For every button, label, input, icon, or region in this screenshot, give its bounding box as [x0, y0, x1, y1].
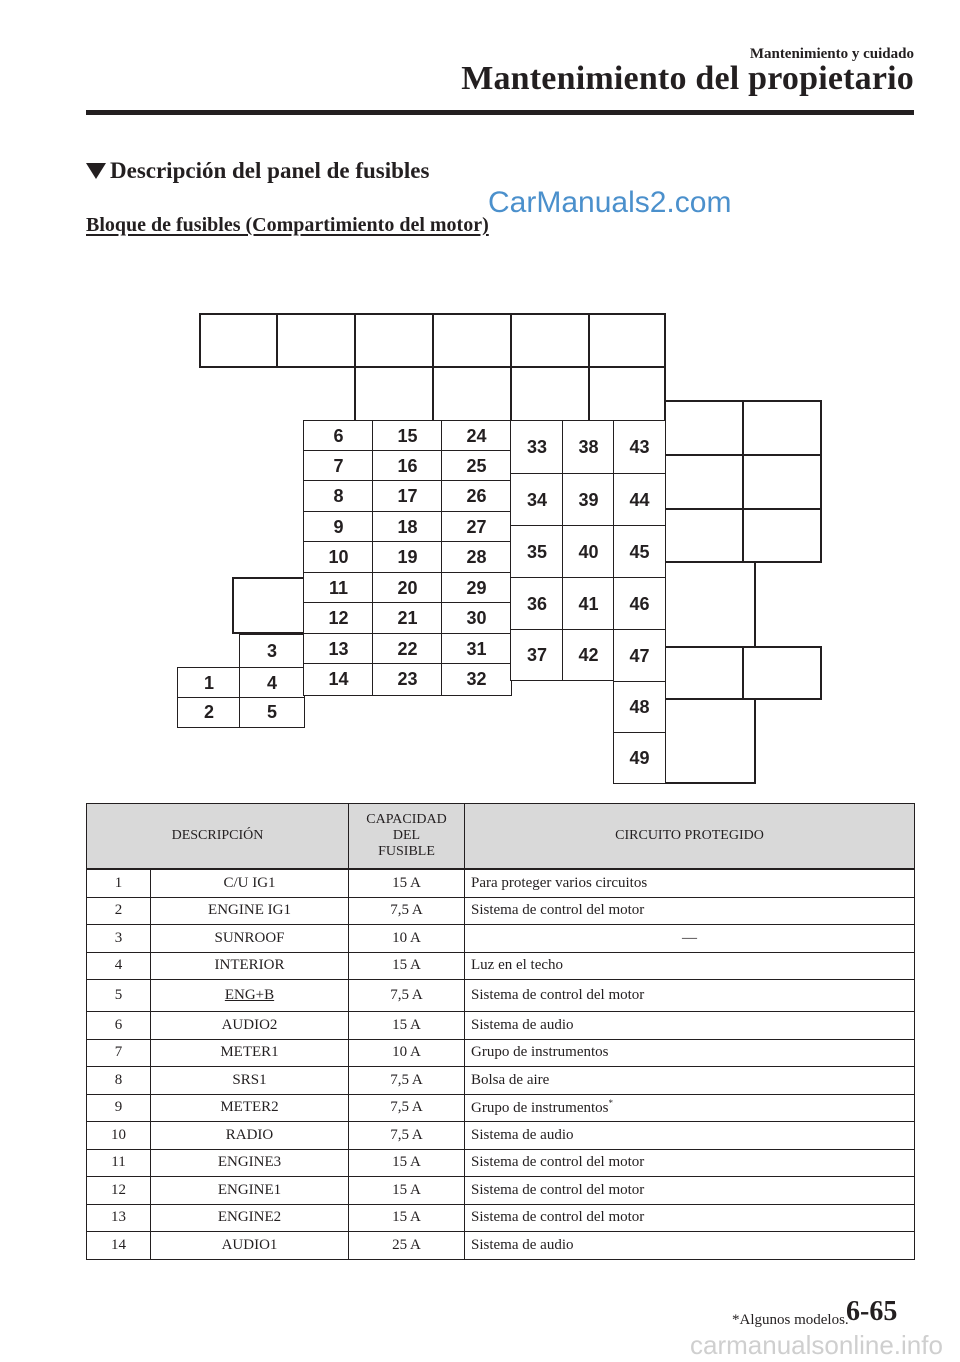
- header-description: DESCRIPCIÓN: [87, 804, 349, 870]
- fuse-capacity: 25 A: [349, 1232, 465, 1260]
- fuse-22: 22: [372, 633, 443, 665]
- fuse-description: ENGINE3: [151, 1149, 349, 1177]
- fuse-17: 17: [372, 480, 443, 513]
- fuse-description: SUNROOF: [151, 925, 349, 953]
- relay-box: [664, 646, 744, 700]
- fuse-42: 42: [562, 629, 615, 681]
- fuse-capacity: 15 A: [349, 1149, 465, 1177]
- fuse-table: [86, 803, 915, 1260]
- fuse-14: 14: [303, 663, 374, 696]
- subtitle: Bloque de fusibles (Compartimiento del motor): [86, 214, 489, 236]
- table-row: [87, 925, 915, 953]
- fuse-capacity: 15 A: [349, 869, 465, 897]
- fuse-description: C/U IG1: [151, 869, 349, 897]
- protected-circuit: Grupo de instrumentos*: [465, 1094, 915, 1122]
- protected-circuit: Sistema de control del motor: [465, 1204, 915, 1232]
- section-title-text: Descripción del panel de fusibles: [110, 158, 430, 183]
- fuse-number: 8: [87, 1067, 151, 1095]
- fuse-number: 7: [87, 1039, 151, 1067]
- protected-circuit: Sistema de audio: [465, 1122, 915, 1150]
- table-row: [87, 980, 915, 1012]
- fuse-number: 1: [87, 869, 151, 897]
- fuse-25: 25: [441, 450, 512, 482]
- fuse-description: ENG+B: [151, 980, 349, 1012]
- header-title: Mantenimiento del propietario: [461, 60, 914, 97]
- fuse-47: 47: [613, 629, 666, 683]
- fuse-10: 10: [303, 541, 374, 574]
- fuse-number: 10: [87, 1122, 151, 1150]
- fuse-11: 11: [303, 572, 374, 604]
- header-circuit: CIRCUITO PROTEGIDO: [465, 804, 915, 870]
- fuse-capacity: 10 A: [349, 925, 465, 953]
- fuse-43: 43: [613, 420, 666, 475]
- protected-circuit: Sistema de audio: [465, 1232, 915, 1260]
- table-row: [87, 1012, 915, 1040]
- fuse-capacity: 7,5 A: [349, 897, 465, 925]
- table-header-row: [87, 804, 915, 870]
- table-row: [87, 1094, 915, 1122]
- relay-box: [588, 366, 666, 422]
- fuse-description: ENGINE IG1: [151, 897, 349, 925]
- fuse-29: 29: [441, 572, 512, 604]
- fuse-description: AUDIO1: [151, 1232, 349, 1260]
- table-row: [87, 1232, 915, 1260]
- fuse-39: 39: [562, 473, 615, 527]
- fuse-description: RADIO: [151, 1122, 349, 1150]
- relay-box: [354, 366, 434, 422]
- fuse-number: 2: [87, 897, 151, 925]
- protected-circuit: Sistema de audio: [465, 1012, 915, 1040]
- fuse-description: ENGINE1: [151, 1177, 349, 1205]
- fuse-3: 3: [239, 634, 305, 669]
- fuse-8: 8: [303, 480, 374, 513]
- relay-box: [664, 454, 744, 510]
- fuse-number: 9: [87, 1094, 151, 1122]
- relay-box: [664, 561, 756, 648]
- fuse-24: 24: [441, 420, 512, 452]
- fuse-13: 13: [303, 633, 374, 665]
- relay-box: [510, 366, 590, 422]
- relay-box: [232, 577, 305, 634]
- fuse-number: 5: [87, 980, 151, 1012]
- fuse-capacity: 15 A: [349, 1012, 465, 1040]
- fuse-description: INTERIOR: [151, 952, 349, 980]
- protected-circuit: Sistema de control del motor: [465, 1177, 915, 1205]
- fuse-32: 32: [441, 663, 512, 696]
- fuse-19: 19: [372, 541, 443, 574]
- fuse-35: 35: [510, 525, 564, 579]
- footnote: *Algunos modelos.: [732, 1312, 849, 1328]
- fuse-number: 11: [87, 1149, 151, 1177]
- fuse-45: 45: [613, 525, 666, 579]
- fuse-36: 36: [510, 577, 564, 631]
- fuse-33: 33: [510, 420, 564, 475]
- relay-box: [742, 400, 822, 456]
- fuse-number: 6: [87, 1012, 151, 1040]
- fuse-37: 37: [510, 629, 564, 681]
- fuse-description: ENGINE2: [151, 1204, 349, 1232]
- table-row: [87, 952, 915, 980]
- fuse-4: 4: [239, 667, 305, 699]
- page-number: 6-65: [846, 1296, 898, 1327]
- relay-box: [432, 366, 512, 422]
- table-row: [87, 1122, 915, 1150]
- fuse-capacity: 7,5 A: [349, 1122, 465, 1150]
- fuse-capacity: 15 A: [349, 1177, 465, 1205]
- protected-circuit: Sistema de control del motor: [465, 980, 915, 1012]
- relay-box: [432, 313, 512, 368]
- fuse-6: 6: [303, 420, 374, 452]
- relay-box: [664, 508, 744, 563]
- fuse-capacity: 10 A: [349, 1039, 465, 1067]
- fuse-description: SRS1: [151, 1067, 349, 1095]
- fuse-1: 1: [177, 667, 241, 699]
- protected-circuit: Sistema de control del motor: [465, 1149, 915, 1177]
- fuse-capacity: 7,5 A: [349, 1094, 465, 1122]
- fuse-number: 14: [87, 1232, 151, 1260]
- fuse-description: METER2: [151, 1094, 349, 1122]
- relay-box: [510, 313, 590, 368]
- table-row: [87, 869, 915, 897]
- relay-box: [354, 313, 434, 368]
- header-section: Mantenimiento y cuidado: [749, 46, 914, 62]
- fuse-12: 12: [303, 602, 374, 635]
- fuse-31: 31: [441, 633, 512, 665]
- fuse-5: 5: [239, 697, 305, 728]
- relay-box: [588, 313, 666, 368]
- fuse-7: 7: [303, 450, 374, 482]
- table-row: [87, 1149, 915, 1177]
- table-row: [87, 897, 915, 925]
- relay-box: [276, 313, 356, 368]
- footer-watermark: carmanualsonline.info: [690, 1330, 943, 1360]
- fuse-number: 12: [87, 1177, 151, 1205]
- fuse-27: 27: [441, 511, 512, 543]
- fuse-number: 3: [87, 925, 151, 953]
- fuse-capacity: 15 A: [349, 952, 465, 980]
- fuse-34: 34: [510, 473, 564, 527]
- fuse-41: 41: [562, 577, 615, 631]
- fuse-26: 26: [441, 480, 512, 513]
- fuse-capacity: 15 A: [349, 1204, 465, 1232]
- relay-box: [742, 454, 822, 510]
- fuse-23: 23: [372, 663, 443, 696]
- relay-box: [664, 698, 756, 784]
- fuse-16: 16: [372, 450, 443, 482]
- relay-box: [742, 508, 822, 563]
- fuse-30: 30: [441, 602, 512, 635]
- fuse-46: 46: [613, 577, 666, 631]
- protected-circuit: Sistema de control del motor: [465, 897, 915, 925]
- fuse-15: 15: [372, 420, 443, 452]
- fuse-number: 13: [87, 1204, 151, 1232]
- fuse-number: 4: [87, 952, 151, 980]
- fuse-18: 18: [372, 511, 443, 543]
- protected-circuit: Bolsa de aire: [465, 1067, 915, 1095]
- relay-box: [742, 646, 822, 700]
- protected-circuit: —: [465, 925, 915, 953]
- fuse-description: METER1: [151, 1039, 349, 1067]
- fuse-21: 21: [372, 602, 443, 635]
- watermark: CarManuals2.com: [488, 186, 732, 219]
- fuse-2: 2: [177, 697, 241, 728]
- footnote-marker: *: [608, 1098, 613, 1109]
- fuse-20: 20: [372, 572, 443, 604]
- fuse-44: 44: [613, 473, 666, 527]
- header-capacity: CAPACIDAD DEL FUSIBLE: [349, 804, 465, 870]
- protected-circuit: Para proteger varios circuitos: [465, 869, 915, 897]
- fuse-38: 38: [562, 420, 615, 475]
- fuse-description: AUDIO2: [151, 1012, 349, 1040]
- relay-box: [664, 400, 744, 456]
- relay-box: [199, 313, 278, 368]
- fuse-9: 9: [303, 511, 374, 543]
- fuse-48: 48: [613, 681, 666, 734]
- table-row: [87, 1039, 915, 1067]
- fuse-28: 28: [441, 541, 512, 574]
- fuse-capacity: 7,5 A: [349, 1067, 465, 1095]
- fuse-49: 49: [613, 732, 666, 784]
- table-row: [87, 1177, 915, 1205]
- protected-circuit: Grupo de instrumentos: [465, 1039, 915, 1067]
- table-row: [87, 1204, 915, 1232]
- protected-circuit: Luz en el techo: [465, 952, 915, 980]
- fuse-capacity: 7,5 A: [349, 980, 465, 1012]
- fuse-40: 40: [562, 525, 615, 579]
- table-row: [87, 1067, 915, 1095]
